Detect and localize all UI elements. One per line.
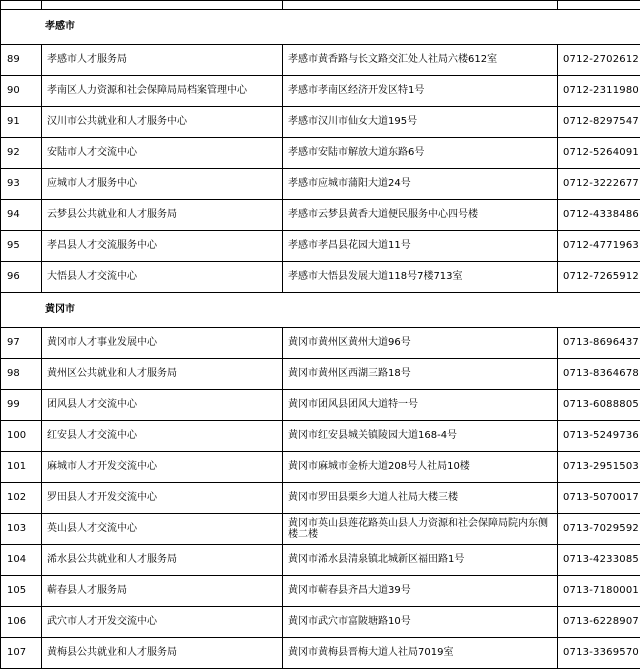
directory-table-body: [1, 1, 640, 669]
phone-number: 0713-4233085: [558, 545, 640, 576]
organization-name: 罗田县人才开发交流中心: [42, 483, 283, 514]
phone-number: 0713-7029592: [558, 514, 640, 545]
phone-number: 0713-2951503: [558, 452, 640, 483]
organization-address: 孝感市安陆市解放大道东路6号: [283, 138, 558, 169]
organization-address: 黄冈市武穴市富陂塘路10号: [283, 607, 558, 638]
row-number: 102: [1, 483, 42, 514]
table-row: [1, 483, 640, 514]
organization-name: 汉川市公共就业和人才服务中心: [42, 107, 283, 138]
section-header-row: [1, 10, 640, 45]
row-number: 101: [1, 452, 42, 483]
organization-name: 黄梅县公共就业和人才服务局: [42, 638, 283, 669]
organization-address: 孝感市孝南区经济开发区特1号: [283, 76, 558, 107]
organization-address: 黄冈市蕲春县齐昌大道39号: [283, 576, 558, 607]
table-row: [1, 514, 640, 545]
row-number: 98: [1, 359, 42, 390]
organization-name: 安陆市人才交流中心: [42, 138, 283, 169]
table-row: [1, 638, 640, 669]
organization-name: 蕲春县人才服务局: [42, 576, 283, 607]
organization-address: 孝感市汉川市仙女大道195号: [283, 107, 558, 138]
organization-name: 云梦县公共就业和人才服务局: [42, 200, 283, 231]
row-number: 91: [1, 107, 42, 138]
phone-number: 0713-7180001: [558, 576, 640, 607]
organization-name: 麻城市人才开发交流中心: [42, 452, 283, 483]
organization-address: 黄冈市团风县团风大道特一号: [283, 390, 558, 421]
row-number: 92: [1, 138, 42, 169]
organization-address: 黄冈市罗田县栗乡大道人社局大楼三楼: [283, 483, 558, 514]
table-row: [1, 200, 640, 231]
organization-name: 大悟县人才交流中心: [42, 262, 283, 293]
table-row: [1, 169, 640, 200]
organization-address: 黄冈市黄梅县晋梅大道人社局7019室: [283, 638, 558, 669]
row-number: 90: [1, 76, 42, 107]
organization-address: 黄冈市红安县城关镇陵园大道168-4号: [283, 421, 558, 452]
phone-number: 0712-4771963: [558, 231, 640, 262]
row-number: 103: [1, 514, 42, 545]
table-row: [1, 390, 640, 421]
row-number: 104: [1, 545, 42, 576]
organization-address: 黄冈市浠水县清泉镇北城新区福田路1号: [283, 545, 558, 576]
row-number: 95: [1, 231, 42, 262]
organization-name: 孝昌县人才交流服务中心: [42, 231, 283, 262]
table-row: [1, 452, 640, 483]
row-number: 100: [1, 421, 42, 452]
phone-number: 0712-2702612: [558, 45, 640, 76]
row-number: 97: [1, 328, 42, 359]
phone-number: 0713-5249736: [558, 421, 640, 452]
phone-number: 0713-3369570: [558, 638, 640, 669]
phone-number: 0713-6088805: [558, 390, 640, 421]
table-row: [1, 576, 640, 607]
table-row: [1, 107, 640, 138]
table-row: [1, 76, 640, 107]
table-row: [1, 359, 640, 390]
organization-name: 孝南区人力资源和社会保障局局档案管理中心: [42, 76, 283, 107]
organization-name: 武穴市人才开发交流中心: [42, 607, 283, 638]
organization-name: 黄州区公共就业和人才服务局: [42, 359, 283, 390]
organization-address: 黄冈市麻城市金桥大道208号人社局10楼: [283, 452, 558, 483]
row-number: 94: [1, 200, 42, 231]
table-row: [1, 607, 640, 638]
table-row: [1, 545, 640, 576]
phone-number: 0713-8696437: [558, 328, 640, 359]
organization-address: 黄冈市黄州区黄州大道96号: [283, 328, 558, 359]
phone-number: 0712-2311980: [558, 76, 640, 107]
table-row: [1, 138, 640, 169]
phone-number: 0713-5070017: [558, 483, 640, 514]
phone-number: 0712-4338486: [558, 200, 640, 231]
organization-name: 英山县人才交流中心: [42, 514, 283, 545]
row-number: 89: [1, 45, 42, 76]
organization-name: 孝感市人才服务局: [42, 45, 283, 76]
organization-name: 红安县人才交流中心: [42, 421, 283, 452]
row-number: 107: [1, 638, 42, 669]
row-number: 96: [1, 262, 42, 293]
organization-name: 浠水县公共就业和人才服务局: [42, 545, 283, 576]
organization-address: 黄冈市英山县莲花路英山县人力资源和社会保障局院内东侧楼二楼: [283, 514, 558, 545]
section-header-title: 黄冈市: [1, 293, 640, 328]
table-row: [1, 328, 640, 359]
organization-name: 团风县人才交流中心: [42, 390, 283, 421]
top-cut-row: [1, 1, 640, 10]
phone-number: 0713-6228907: [558, 607, 640, 638]
phone-number: 0713-8364678: [558, 359, 640, 390]
table-row: [1, 262, 640, 293]
table-row: [1, 45, 640, 76]
phone-number: 0712-7265912: [558, 262, 640, 293]
organization-address: 孝感市云梦县黄香大道便民服务中心四号楼: [283, 200, 558, 231]
organization-name: 黄冈市人才事业发展中心: [42, 328, 283, 359]
section-header-title: 孝感市: [1, 10, 640, 45]
phone-number: 0712-8297547: [558, 107, 640, 138]
organization-address: 孝感市大悟县发展大道118号7楼713室: [283, 262, 558, 293]
section-header-row: [1, 293, 640, 328]
row-number: 105: [1, 576, 42, 607]
row-number: 106: [1, 607, 42, 638]
table-row: [1, 421, 640, 452]
row-number: 93: [1, 169, 42, 200]
organization-address: 孝感市黄香路与长文路交汇处人社局六楼612室: [283, 45, 558, 76]
organization-address: 黄冈市黄州区西湖三路18号: [283, 359, 558, 390]
organization-name: 应城市人才服务中心: [42, 169, 283, 200]
phone-number: 0712-3222677: [558, 169, 640, 200]
table-row: [1, 231, 640, 262]
organization-address: 孝感市应城市蒲阳大道24号: [283, 169, 558, 200]
row-number: 99: [1, 390, 42, 421]
phone-number: 0712-5264091: [558, 138, 640, 169]
organization-address: 孝感市孝昌县花园大道11号: [283, 231, 558, 262]
